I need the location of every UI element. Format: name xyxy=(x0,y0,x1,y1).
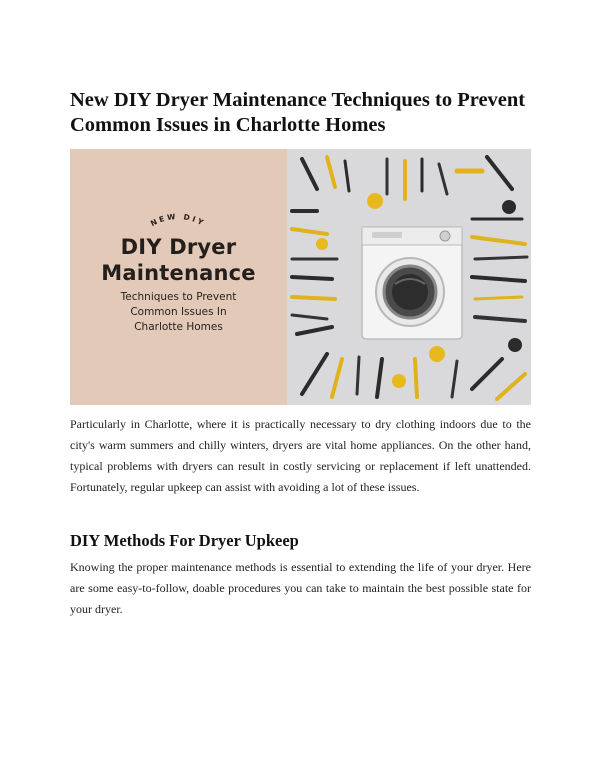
page-title: New DIY Dryer Maintenance Techniques to Prevent Common Issues in Charlotte Homes xyxy=(70,89,526,136)
hero-sub-line1: Techniques to Prevent xyxy=(120,291,237,303)
dryer-machine xyxy=(362,227,462,339)
tools-illustration xyxy=(287,149,531,405)
hero-sub-line2: Common Issues In xyxy=(130,306,227,318)
svg-text:NEW DIY xyxy=(149,212,207,228)
hero-title-line2: Maintenance xyxy=(101,261,256,285)
intro-paragraph: Particularly in Charlotte, where it is practically necessary to dry clothing indoors due to the city's warm summers and chilly winters, dryers are vital home appliances. On the other hand, typical problems with dryers can result in costly servicing or replacement if left unattended. Fortunately, regular upkeep can assist with avoiding a lot of these issues. xyxy=(70,417,531,494)
hero-sub-line3: Charlotte Homes xyxy=(134,321,223,333)
arc-label-text: NEW DIY xyxy=(149,211,207,229)
section-heading: DIY Methods For Dryer Upkeep xyxy=(70,531,299,550)
hero-title xyxy=(70,234,287,286)
hero-image xyxy=(70,149,531,405)
tools-photo xyxy=(287,149,531,405)
hero-text-panel xyxy=(70,149,287,405)
section-paragraph: Knowing the proper maintenance methods is essential to extending the life of your dryer. Here are some easy-to-follow, doable procedures you can take to maintain the best possible state for your dryer. xyxy=(70,560,531,616)
hero-subtitle xyxy=(70,290,287,335)
hero-title-line1: DIY Dryer xyxy=(120,235,237,259)
